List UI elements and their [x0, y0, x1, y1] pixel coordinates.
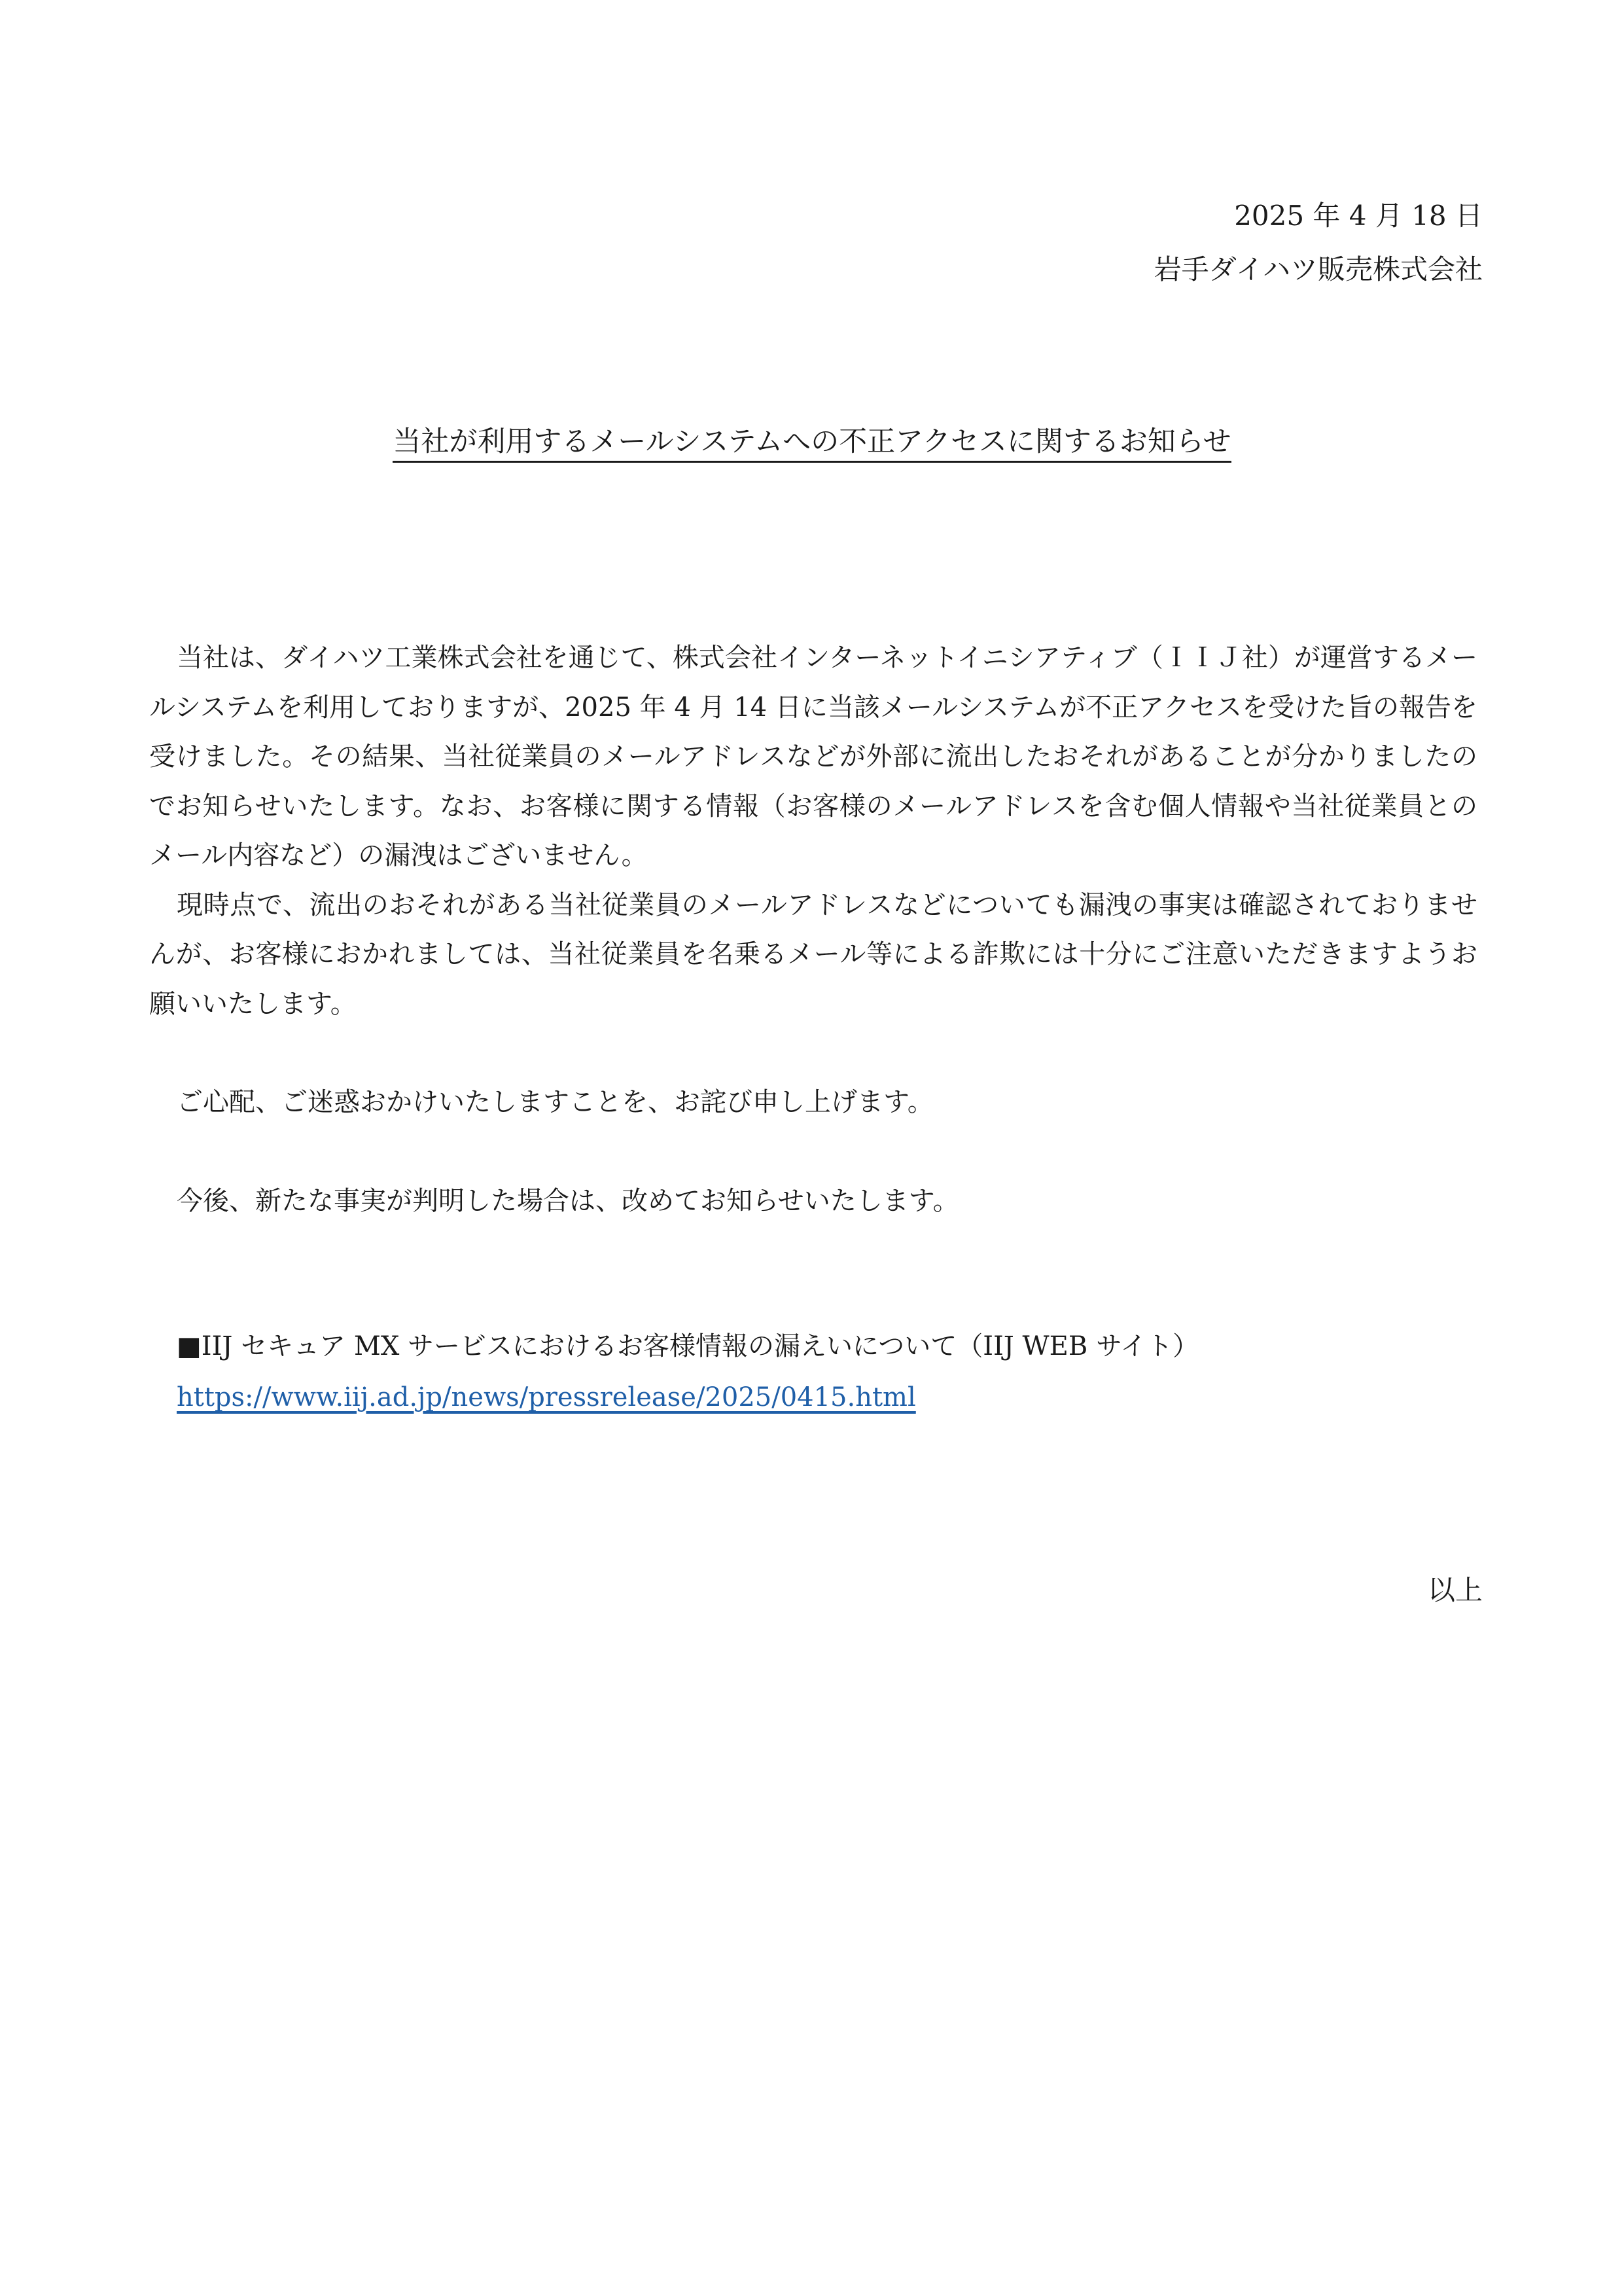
document-body [149, 634, 1477, 1226]
body-paragraph-update: 今後、新たな事実が判明した場合は、改めてお知らせいたします。 [177, 1185, 959, 1216]
reference-link[interactable]: https://www.iij.ad.jp/news/pressrelease/2025/0415.html [177, 1382, 916, 1412]
issue-date: 2025 年 4 月 18 日 [1234, 200, 1483, 232]
reference-section [177, 1321, 1199, 1423]
body-paragraph-incident: 当社は、ダイハツ工業株式会社を通じて、株式会社インターネットイニシアティブ（ＩＩＪ社）が運営するメールシステムを利用しておりますが、2025 年 4 月 14 日に当該メールシステムが不正アクセスを受けた旨の報告を受けました。その結果、当社従業員のメールアドレスなどが外部に流出したおそれがあることが分かりましたのでお知らせいたします。なお、お客様に関する情報（お客様のメールアドレスを含む個人情報や当社従業員とのメール内容など）の漏洩はございません。 [149, 643, 1477, 870]
reference-label: ■IIJ セキュア MX サービスにおけるお客様情報の漏えいについて（IIJ WEB サイト） [177, 1331, 1199, 1361]
closing-mark: 以上 [1427, 1574, 1483, 1606]
issuer-company: 岩手ダイハツ販売株式会社 [1154, 253, 1483, 285]
document-title: 当社が利用するメールシステムへの不正アクセスに関するお知らせ [393, 425, 1231, 463]
body-paragraph-caution: 現時点で、流出のおそれがある当社従業員のメールアドレスなどについても漏洩の事実は確認されておりませんが、お客様におかれましては、当社従業員を名乗るメール等による詐欺には十分にご注意いただきますようお願いいたします。 [149, 889, 1477, 1019]
document-title-wrapper [0, 420, 1624, 463]
body-paragraph-apology: ご心配、ご迷惑おかけいたしますことを、お詫び申し上げます。 [177, 1087, 934, 1117]
